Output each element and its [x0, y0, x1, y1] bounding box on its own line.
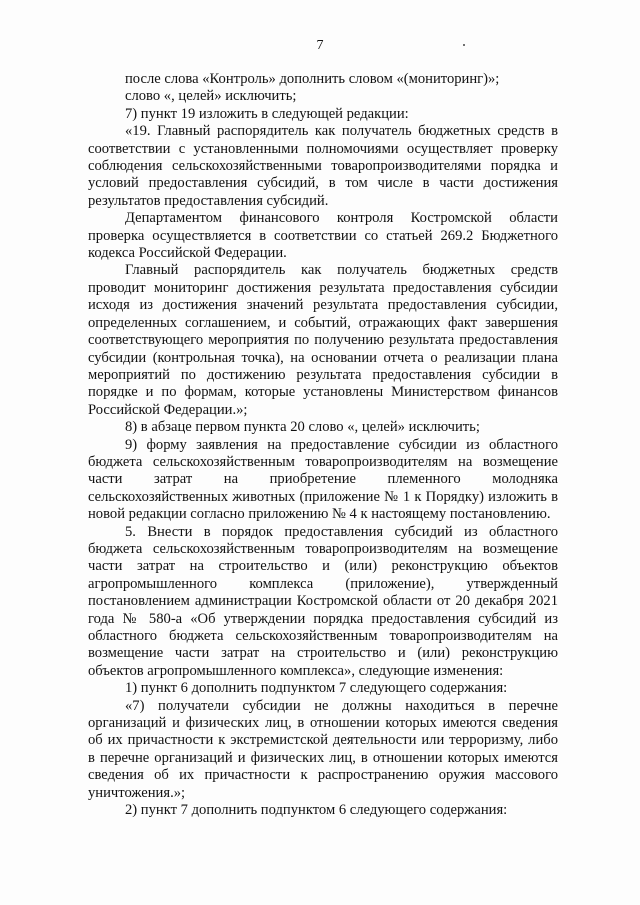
paragraph: 7) пункт 19 изложить в следующей редакции:: [125, 105, 409, 122]
paragraph: Департаментом финансового контроля Костромской области проверка осуществляется в соответствии со статьей 269.2 Бюджетного кодекса Российской Федерации.: [88, 210, 558, 262]
paragraph: 8) в абзаце первом пункта 20 слово «, целей» исключить;: [125, 419, 480, 436]
paragraph: после слова «Контроль» дополнить словом «(мониторинг)»;: [125, 71, 500, 87]
paragraph: «7) получатели субсидии не должны находиться в перечне организаций и физических лиц, в отношении которых имеются сведения об их причастности к экстремистской деятельности или терроризму, либо в перечне организаций и физических лиц, в отношении которых имеются сведения об их причастности к распространению оружия массового уничтожения.»;: [88, 697, 558, 801]
paragraph: Главный распорядитель как получатель бюджетных средств проводит мониторинг достижения результата предоставления субсидии исходя из достижения значений результата предоставления субсидии, определенных соглашением, и событий, отражающих факт завершения соответствующего мероприятия по получению результата предоставления субсидии (контрольная точка), на основании отчета о реализации плана мероприятий по достижению результата предоставления субсидии в порядке и по формам, которые установлены Министерством финансов Российской Федерации.»;: [88, 262, 558, 418]
page-number: 7: [316, 38, 324, 53]
paragraph: 9) форму заявления на предоставление субсидии из областного бюджета сельскохозяйственным товаропроизводителям на возмещение части затрат на приобретение племенного молодняка сельскохозяйственных животных (приложение № 1 к Порядку) изложить в новой редакции согласно приложению № 4 к настоящему постановлению.: [88, 436, 558, 523]
paragraph: «19. Главный распорядитель как получатель бюджетных средств в соответствии с установленными полномочиями осуществляет проверку соблюдения сельскохозяйственными товаропроизводителями порядка и условий предоставления субсидий, в том числе в части достижения результатов предоставления субсидий.: [88, 123, 558, 209]
paragraph: слово «, целей» исключить;: [125, 88, 297, 105]
paragraph: 1) пункт 6 дополнить подпунктом 7 следующего содержания:: [125, 680, 508, 697]
document-body: [88, 71, 558, 819]
paragraph: 2) пункт 7 дополнить подпунктом 6 следующего содержания:: [125, 802, 508, 819]
scan-speck: [463, 44, 465, 46]
paragraph: 5. Внести в порядок предоставления субсидий из областного бюджета сельскохозяйственным товаропроизводителям на возмещение части затрат на строительство и (или) реконструкцию объектов агропромышленного комплекса (приложение), утвержденный постановлением администрации Костромской области от 20 декабря 2021 года № 580-а «Об утверждении порядка предоставления субсидий из областного бюджета сельскохозяйственным товаропроизводителям на возмещение части затрат на строительство и (или) реконструкцию объектов агропромышленного комплекса», следующие изменения:: [88, 523, 558, 679]
